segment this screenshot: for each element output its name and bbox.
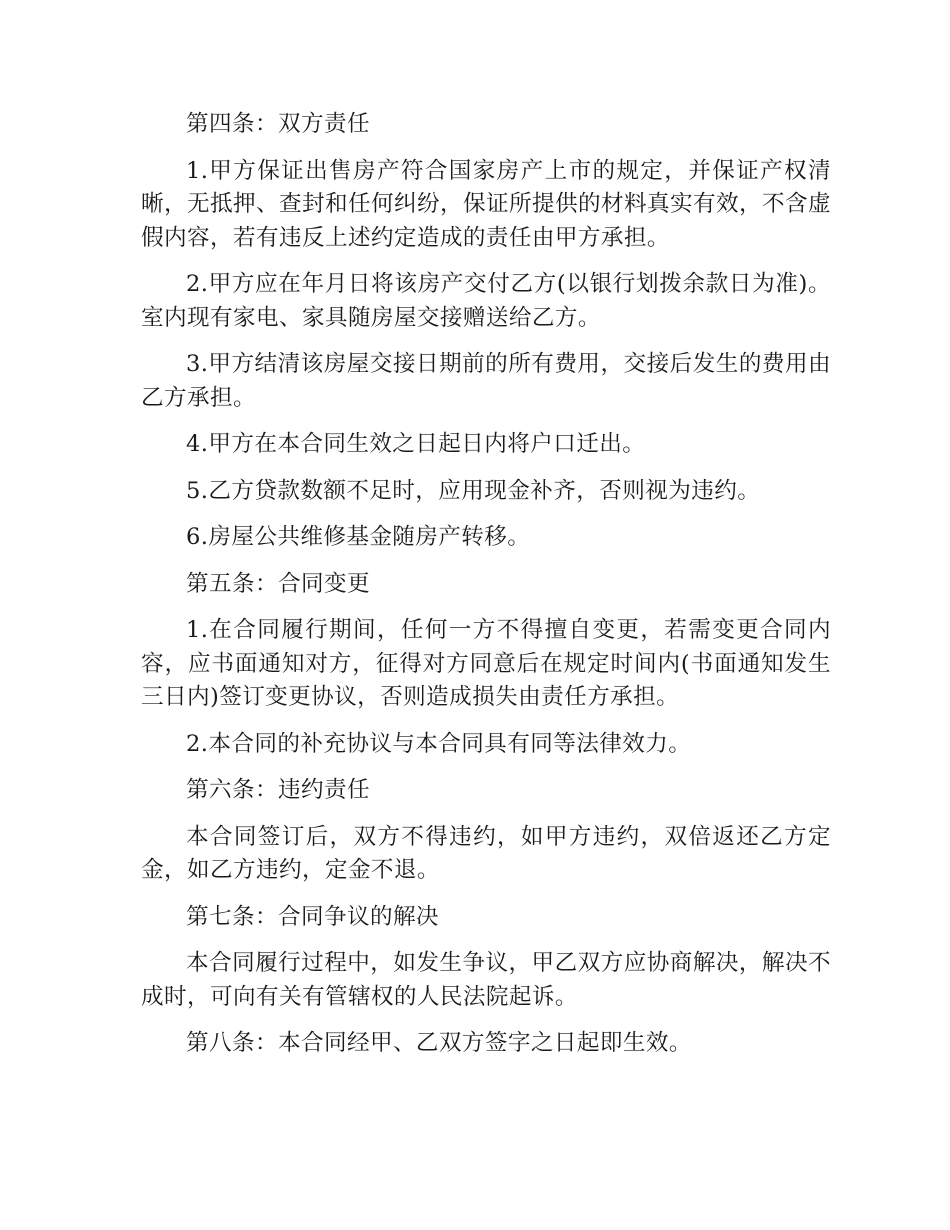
clause-5-1: 1.在合同履行期间，任何一方不得擅自变更，若需变更合同内容，应书面通知对方，征得对方同意后在规定时间内(书面通知发生三日内)签订变更协议，否则造成损失由责任方承担。 [141, 617, 831, 710]
clause-4-4: 4.甲方在本合同生效之日起日内将户口迁出。 [186, 431, 646, 457]
heading-article-7: 第七条：合同争议的解决 [186, 903, 439, 930]
clause-5-2: 2.本合同的补充协议与本合同具有同等法律效力。 [186, 730, 692, 757]
clause-4-1: 1.甲方保证出售房产符合国家房产上市的规定，并保证产权清晰，无抵押、查封和任何纠纷，保证所提供的材料真实有效，不含虚假内容，若有违反上述约定造成的责任由甲方承担。 [141, 157, 831, 251]
heading-article-5: 第五条：合同变更 [186, 570, 370, 597]
clause-7-body: 本合同履行过程中，如发生争议，甲乙双方应协商解决，解决不成时，可向有关有管辖权的人民法院起诉。 [141, 950, 831, 1010]
clause-4-5: 5.乙方贷款数额不足时，应用现金补齐，否则视为违约。 [186, 477, 761, 504]
clause-6-body: 本合同签订后，双方不得违约，如甲方违约，双倍返还乙方定金，如乙方违约，定金不退。 [141, 823, 831, 883]
heading-article-8: 第八条：本合同经甲、乙双方签字之日起即生效。 [186, 1030, 692, 1056]
heading-article-6: 第六条：违约责任 [186, 777, 370, 803]
document-body [141, 108, 831, 1074]
clause-4-2: 2.甲方应在年月日将该房产交付乙方(以银行划拨余款日为准)。室内现有家电、家具随房屋交接赠送给乙方。 [141, 271, 831, 331]
heading-article-4: 第四条：双方责任 [186, 111, 370, 137]
clause-4-6: 6.房屋公共维修基金随房产转移。 [186, 524, 531, 550]
clause-4-3: 3.甲方结清该房屋交接日期前的所有费用，交接后发生的费用由乙方承担。 [141, 351, 831, 411]
